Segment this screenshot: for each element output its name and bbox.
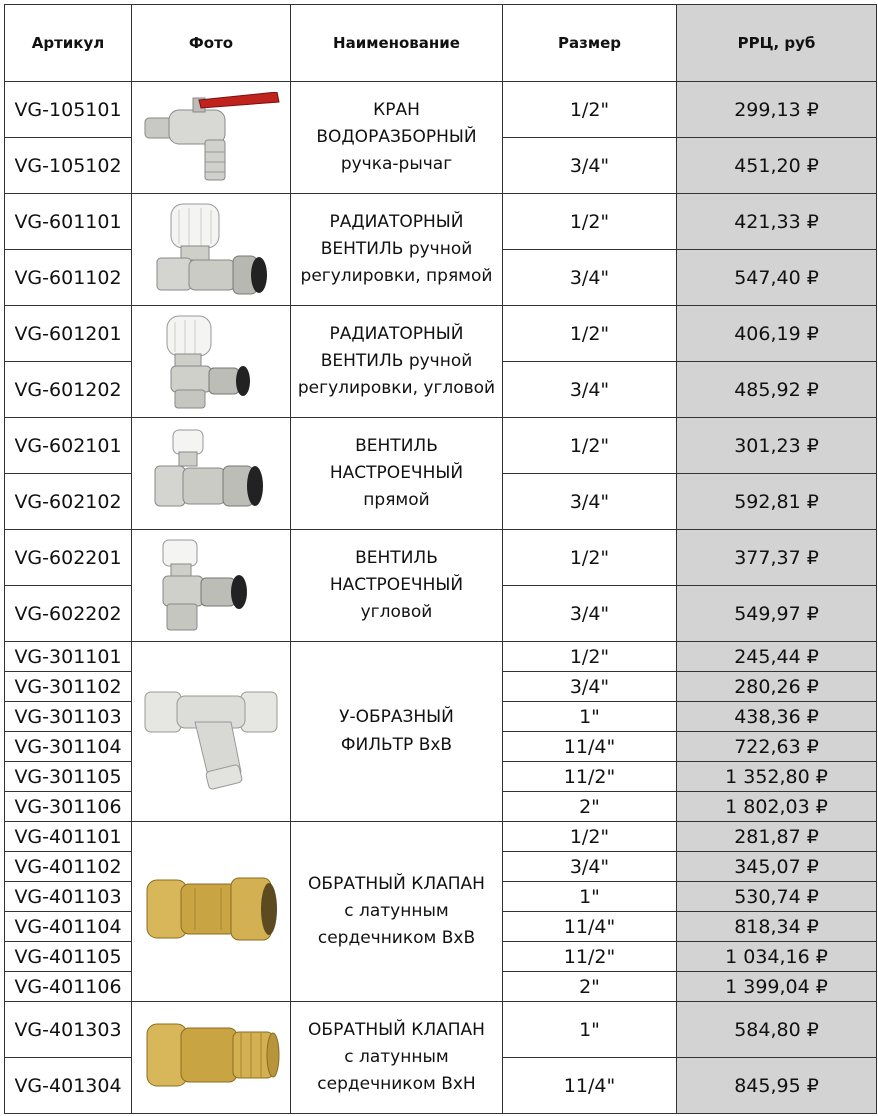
name-cell [291, 642, 503, 822]
name-line: регулировки, угловой [297, 378, 496, 399]
price-cell: 438,36 ₽ [677, 702, 877, 732]
y-strainer-icon [141, 672, 281, 792]
sku-cell: VG-601202 [5, 362, 132, 418]
price-cell: 301,23 ₽ [677, 418, 877, 474]
price-cell: 451,20 ₽ [677, 138, 877, 194]
table-row [5, 306, 877, 362]
photo-cell [132, 194, 291, 306]
size-cell: 3/4" [503, 672, 677, 702]
balancing-valve-angled-icon [151, 536, 271, 636]
name-cell [291, 194, 503, 306]
sku-cell: VG-301106 [5, 792, 132, 822]
price-cell: 406,19 ₽ [677, 306, 877, 362]
size-cell: 1" [503, 1002, 677, 1058]
name-line: с латунным [344, 1046, 449, 1067]
name-line: РАДИАТОРНЫЙ [329, 323, 464, 344]
radiator-valve-angled-icon [151, 312, 271, 412]
photo-cell [132, 306, 291, 418]
balancing-valve-straight-icon [151, 426, 271, 522]
name-cell [291, 82, 503, 194]
sku-cell: VG-401303 [5, 1002, 132, 1058]
name-line: угловой [360, 602, 433, 623]
sku-cell: VG-301103 [5, 702, 132, 732]
size-cell: 1/2" [503, 530, 677, 586]
sku-cell: VG-601101 [5, 194, 132, 250]
size-cell: 1/2" [503, 194, 677, 250]
product-group [5, 1002, 877, 1114]
name-line: РАДИАТОРНЫЙ [329, 211, 464, 232]
price-cell: 530,74 ₽ [677, 882, 877, 912]
sku-cell: VG-602202 [5, 586, 132, 642]
product-group [5, 306, 877, 418]
name-cell [291, 530, 503, 642]
table-row [5, 418, 877, 474]
price-cell: 1 399,04 ₽ [677, 972, 877, 1002]
name-line: ВЕНТИЛЬ ручной [320, 238, 473, 259]
price-cell: 299,13 ₽ [677, 82, 877, 138]
name-line: ОБРАТНЫЙ КЛАПАН [308, 1019, 485, 1040]
sku-cell: VG-401106 [5, 972, 132, 1002]
price-cell: 281,87 ₽ [677, 822, 877, 852]
product-group [5, 642, 877, 822]
header-photo: Фото [132, 5, 291, 82]
price-cell: 845,95 ₽ [677, 1058, 877, 1114]
size-cell: 11/2" [503, 942, 677, 972]
name-line: сердечником ВхН [317, 1074, 476, 1095]
name-line: ручка-рычаг [340, 154, 453, 175]
sku-cell: VG-105101 [5, 82, 132, 138]
name-line: НАСТРОЕЧНЫЙ [329, 462, 464, 483]
sku-cell: VG-301105 [5, 762, 132, 792]
name-line: КРАН [373, 99, 420, 120]
photo-cell [132, 642, 291, 822]
sku-cell: VG-401104 [5, 912, 132, 942]
size-cell: 3/4" [503, 586, 677, 642]
check-valve-ff-icon [141, 862, 281, 962]
size-cell: 11/4" [503, 732, 677, 762]
name-cell [291, 1002, 503, 1114]
size-cell: 11/4" [503, 912, 677, 942]
size-cell: 1/2" [503, 642, 677, 672]
sku-cell: VG-602201 [5, 530, 132, 586]
name-line: У-ОБРАЗНЫЙ [339, 707, 454, 728]
price-cell: 549,97 ₽ [677, 586, 877, 642]
photo-cell [132, 530, 291, 642]
sku-cell: VG-401102 [5, 852, 132, 882]
sku-cell: VG-401105 [5, 942, 132, 972]
table-row [5, 530, 877, 586]
price-cell: 818,34 ₽ [677, 912, 877, 942]
check-valve-fm-icon [141, 1008, 281, 1108]
size-cell: 1" [503, 702, 677, 732]
size-cell: 11/4" [503, 1058, 677, 1114]
name-line: ФИЛЬТР ВхВ [340, 734, 453, 755]
sku-cell: VG-601102 [5, 250, 132, 306]
size-cell: 1" [503, 882, 677, 912]
photo-cell [132, 418, 291, 530]
name-line: прямой [363, 490, 430, 511]
size-cell: 11/2" [503, 762, 677, 792]
sku-cell: VG-301101 [5, 642, 132, 672]
price-cell: 245,44 ₽ [677, 642, 877, 672]
product-group [5, 194, 877, 306]
name-line: ВЕНТИЛЬ [355, 435, 438, 456]
name-line: ВЕНТИЛЬ [355, 547, 438, 568]
product-group [5, 82, 877, 194]
sku-cell: VG-301104 [5, 732, 132, 762]
price-cell: 722,63 ₽ [677, 732, 877, 762]
price-cell: 1 352,80 ₽ [677, 762, 877, 792]
header-size: Размер [503, 5, 677, 82]
price-cell: 485,92 ₽ [677, 362, 877, 418]
name-line: с латунным [344, 900, 449, 921]
size-cell: 2" [503, 972, 677, 1002]
name-line: ВЕНТИЛЬ ручной [320, 350, 473, 371]
product-group [5, 530, 877, 642]
price-cell: 345,07 ₽ [677, 852, 877, 882]
name-line: ВОДОРАЗБОРНЫЙ [316, 126, 477, 147]
sku-cell: VG-401101 [5, 822, 132, 852]
header-price: РРЦ, руб [677, 5, 877, 82]
product-group [5, 418, 877, 530]
name-line: ОБРАТНЫЙ КЛАПАН [308, 873, 485, 894]
header-row [5, 5, 877, 82]
name-cell [291, 306, 503, 418]
size-cell: 1/2" [503, 822, 677, 852]
price-cell: 592,81 ₽ [677, 474, 877, 530]
price-table [4, 4, 877, 1114]
sku-cell: VG-601201 [5, 306, 132, 362]
price-cell: 1 802,03 ₽ [677, 792, 877, 822]
size-cell: 3/4" [503, 138, 677, 194]
radiator-valve-straight-icon [151, 200, 271, 300]
header-sku: Артикул [5, 5, 132, 82]
sku-cell: VG-401103 [5, 882, 132, 912]
sku-cell: VG-105102 [5, 138, 132, 194]
sku-cell: VG-301102 [5, 672, 132, 702]
header-name: Наименование [291, 5, 503, 82]
size-cell: 3/4" [503, 474, 677, 530]
price-cell: 584,80 ₽ [677, 1002, 877, 1058]
sku-cell: VG-602101 [5, 418, 132, 474]
size-cell: 3/4" [503, 362, 677, 418]
table-row [5, 194, 877, 250]
price-cell: 547,40 ₽ [677, 250, 877, 306]
table-row [5, 822, 877, 852]
size-cell: 3/4" [503, 250, 677, 306]
photo-cell [132, 82, 291, 194]
price-cell: 377,37 ₽ [677, 530, 877, 586]
name-cell [291, 822, 503, 1002]
size-cell: 3/4" [503, 852, 677, 882]
size-cell: 1/2" [503, 418, 677, 474]
sku-cell: VG-401304 [5, 1058, 132, 1114]
product-group [5, 822, 877, 1002]
water-tap-lever-icon [141, 92, 281, 184]
name-cell [291, 418, 503, 530]
price-cell: 421,33 ₽ [677, 194, 877, 250]
photo-cell [132, 1002, 291, 1114]
photo-cell [132, 822, 291, 1002]
name-line: НАСТРОЕЧНЫЙ [329, 574, 464, 595]
size-cell: 2" [503, 792, 677, 822]
name-line: сердечником ВхВ [317, 928, 476, 949]
price-cell: 1 034,16 ₽ [677, 942, 877, 972]
size-cell: 1/2" [503, 82, 677, 138]
table-row [5, 1002, 877, 1058]
size-cell: 1/2" [503, 306, 677, 362]
price-cell: 280,26 ₽ [677, 672, 877, 702]
table-row [5, 82, 877, 138]
sku-cell: VG-602102 [5, 474, 132, 530]
name-line: регулировки, прямой [300, 266, 493, 287]
table-row [5, 642, 877, 672]
